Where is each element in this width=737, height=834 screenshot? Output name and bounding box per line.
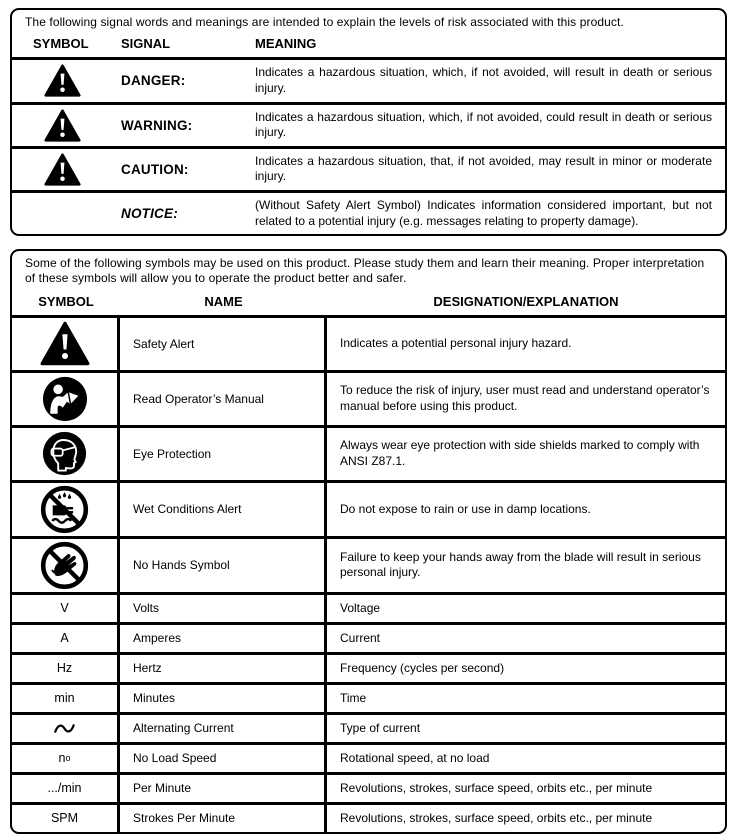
- symbol-name: Safety Alert: [120, 318, 327, 370]
- symbol-name: No Hands Symbol: [120, 539, 327, 592]
- header-name: NAME: [204, 293, 243, 309]
- symbol-explanation: To reduce the risk of injury, user must read and understand operator’s manual before using this product.: [340, 383, 710, 413]
- symbol-row-read-manual: [12, 370, 725, 425]
- signal-row-danger: [12, 57, 725, 101]
- header-symbol: SYMBOL: [38, 293, 94, 309]
- symbol-name: Minutes: [120, 685, 327, 712]
- symbol-explanation: Revolutions, strokes, surface speed, orbits etc., per minute: [340, 810, 653, 825]
- signal-table-header-row: [12, 33, 725, 57]
- signal-meaning: Indicates a hazardous situation, which, if not avoided, will result in death or serious injury.: [255, 65, 712, 95]
- symbol-explanation: Always wear eye protection with side shields marked to comply with ANSI Z87.1.: [340, 438, 700, 468]
- wet-conditions-icon: [12, 483, 120, 536]
- symbol-row-minutes: [12, 682, 725, 712]
- header-symbol: SYMBOL: [33, 36, 89, 52]
- sine-wave-icon: [12, 715, 120, 742]
- symbol-row-safety-alert: [12, 315, 725, 370]
- symbol-row-no-hands: [12, 536, 725, 592]
- signal-table-intro: The following signal words and meanings are intended to explain the levels of risk associated with this product.: [25, 15, 624, 29]
- symbol-row-eye-protection: [12, 425, 725, 480]
- symbols-table-header-row: [12, 290, 725, 315]
- signal-label: WARNING:: [121, 117, 193, 133]
- signal-meaning: (Without Safety Alert Symbol) Indicates information considered important, but not related to a potential injury (e.g. messages relating to property damage).: [255, 197, 712, 228]
- symbol-explanation: Current: [340, 630, 381, 645]
- symbol-name: Alternating Current: [120, 715, 327, 742]
- symbol-explanation: Do not expose to rain or use in damp locations.: [340, 501, 591, 516]
- symbol-name: Wet Conditions Alert: [120, 483, 327, 536]
- symbol-glyph: A: [12, 625, 120, 652]
- signal-meaning: Indicates a hazardous situation, which, if not avoided, could result in death or serious injury.: [255, 109, 712, 140]
- symbol-glyph: V: [12, 595, 120, 622]
- symbol-explanation: Time: [340, 690, 367, 705]
- symbol-glyph: Hz: [12, 655, 120, 682]
- symbol-name: No Load Speed: [120, 745, 327, 772]
- signal-label: CAUTION:: [121, 161, 189, 177]
- symbol-explanation: Frequency (cycles per second): [340, 660, 505, 675]
- symbol-glyph: SPM: [12, 805, 120, 832]
- safety-alert-icon: [12, 318, 120, 370]
- symbol-glyph: n o: [12, 745, 120, 772]
- symbol-glyph: .../min: [12, 775, 120, 802]
- signal-label: NOTICE:: [121, 206, 178, 222]
- no-hands-icon: [12, 539, 120, 592]
- signal-meaning: Indicates a hazardous situation, that, if not avoided, may result in minor or moderate injury.: [255, 153, 712, 184]
- symbol-name: Amperes: [120, 625, 327, 652]
- symbol-name: Read Operator’s Manual: [120, 373, 327, 425]
- symbol-row-strokes-per-minute: [12, 802, 725, 832]
- safety-alert-icon: [12, 64, 112, 97]
- signal-label: DANGER:: [121, 73, 186, 89]
- signal-row-notice: [12, 190, 725, 234]
- symbol-name: Volts: [120, 595, 327, 622]
- symbol-explanation: Voltage: [340, 600, 381, 615]
- symbol-explanation: Type of current: [340, 720, 421, 735]
- symbol-row-amperes: [12, 622, 725, 652]
- symbol-row-hertz: [12, 652, 725, 682]
- header-designation-explanation: DESIGNATION/EXPLANATION: [433, 293, 619, 309]
- symbol-explanation: Revolutions, strokes, surface speed, orbits etc., per minute: [340, 780, 653, 795]
- read-manual-icon: [12, 373, 120, 425]
- signal-words-table: [10, 8, 727, 236]
- symbol-explanation: Indicates a potential personal injury hazard.: [340, 336, 572, 351]
- header-meaning: MEANING: [255, 36, 317, 52]
- symbol-row-volts: [12, 592, 725, 622]
- eye-protection-icon: [12, 428, 120, 480]
- symbol-row-alternating-current: [12, 712, 725, 742]
- symbol-explanation: Rotational speed, at no load: [340, 750, 490, 765]
- symbol-row-wet-conditions: [12, 480, 725, 536]
- symbol-explanation: Failure to keep your hands away from the blade will result in serious personal injury.: [340, 549, 701, 580]
- safety-alert-icon: [12, 109, 112, 142]
- signal-row-warning: [12, 102, 725, 146]
- symbol-name: Per Minute: [120, 775, 327, 802]
- symbol-row-no-load-speed: [12, 742, 725, 772]
- signal-row-caution: [12, 146, 725, 190]
- symbol-name: Eye Protection: [120, 428, 327, 480]
- symbols-table-intro: Some of the following symbols may be used on this product. Please study them and learn their meaning. Proper interpretation of these symbols will allow you to operate the product better and safer.: [25, 256, 705, 286]
- header-signal: SIGNAL: [121, 36, 171, 52]
- symbol-glyph: min: [12, 685, 120, 712]
- symbols-table: [10, 249, 727, 834]
- safety-alert-icon: [12, 153, 112, 186]
- symbol-name: Hertz: [120, 655, 327, 682]
- symbol-name: Strokes Per Minute: [120, 805, 327, 832]
- symbol-row-per-minute: [12, 772, 725, 802]
